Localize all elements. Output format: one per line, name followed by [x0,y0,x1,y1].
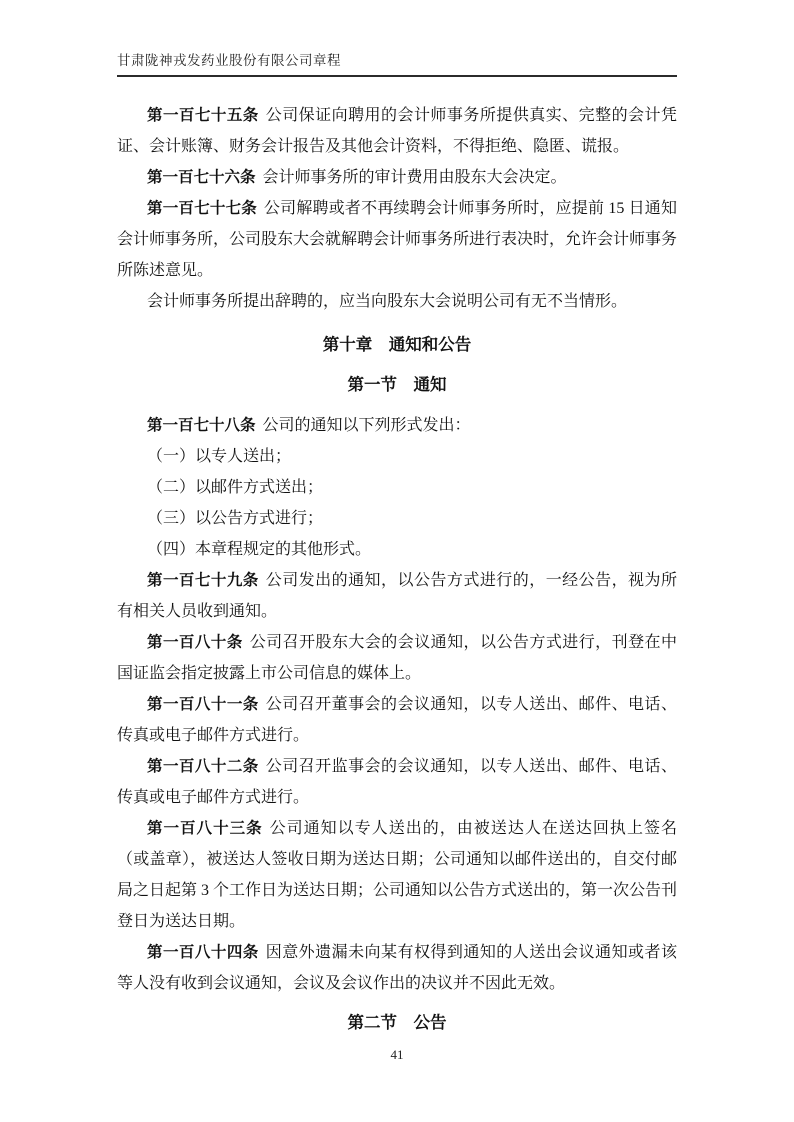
paragraph-text: 公司通知以专人送出的，由被送达人在送达回执上签名（或盖章），被送达人签收日期为送达日期；公司通知以邮件送出的，自交付邮局之日起第 3 个工作日为送达日期；公司通知以公告方式送出的，第一次公告刊登日为送达日期。 [117,820,678,930]
paragraph-text: 公司召开监事会的会议通知，以专人送出、邮件、电话、传真或电子邮件方式进行。 [117,758,677,806]
list-item [117,472,677,503]
heading-text: 第十章 通知和公告 [322,336,472,354]
article-paragraph [117,193,677,286]
paragraph-text: 会计师事务所的审计费用由股东大会决定。 [262,169,567,186]
paragraph-text: （三）以公告方式进行； [147,510,324,527]
paragraph-text: 公司解聘或者不再续聘会计师事务所时，应提前 15 日通知会计师事务所，公司股东大会就解聘会计师事务所进行表决时，允许会计师事务所陈述意见。 [117,200,678,279]
article-number: 第一百八十三条 [147,820,263,837]
article-number: 第一百八十一条 [147,696,259,713]
article-paragraph [117,937,677,999]
article-number: 第一百七十九条 [147,572,259,589]
heading-text: 第二节 公告 [347,1014,447,1032]
paragraph-text: 会计师事务所提出辞聘的，应当向股东大会说明公司有无不当情形。 [147,293,628,310]
article-paragraph [117,689,677,751]
document-body [117,100,677,1039]
list-item [117,441,677,472]
paragraph-text: （一）以专人送出； [147,448,292,465]
paragraph-text: 公司发出的通知，以公告方式进行的，一经公告，视为所有相关人员收到通知。 [117,572,677,620]
paragraph-text: （二）以邮件方式送出； [147,479,324,496]
page-footer [0,1046,794,1064]
paragraph-text: （四）本章程规定的其他形式。 [147,541,372,558]
page-number: 41 [390,1047,404,1062]
section-heading [117,370,677,401]
list-item [117,503,677,534]
article-paragraph [117,565,677,627]
plain-paragraph [117,286,677,317]
article-number: 第一百七十八条 [147,417,256,434]
list-item [117,534,677,565]
article-paragraph [117,162,677,193]
section-heading [117,1008,677,1039]
article-number: 第一百八十二条 [147,758,259,775]
page-header [117,52,677,77]
header-title: 甘肃陇神戎发药业股份有限公司章程 [117,53,341,68]
paragraph-text: 公司召开股东大会的会议通知，以公告方式进行，刊登在中国证监会指定披露上市公司信息的媒体上。 [117,634,677,682]
article-paragraph [117,410,677,441]
article-number: 第一百七十六条 [147,169,256,186]
article-paragraph [117,751,677,813]
paragraph-text: 公司的通知以下列形式发出： [262,417,471,434]
paragraph-text: 公司保证向聘用的会计师事务所提供真实、完整的会计凭证、会计账簿、财务会计报告及其他会计资料，不得拒绝、隐匿、谎报。 [117,107,677,155]
article-paragraph [117,627,677,689]
article-paragraph [117,813,677,937]
paragraph-text: 公司召开董事会的会议通知，以专人送出、邮件、电话、传真或电子邮件方式进行。 [117,696,677,744]
paragraph-text: 因意外遗漏未向某有权得到通知的人送出会议通知或者该等人没有收到会议通知，会议及会议作出的决议并不因此无效。 [117,944,677,992]
chapter-heading [117,330,677,361]
heading-text: 第一节 通知 [347,376,447,394]
article-number: 第一百七十五条 [147,107,259,124]
article-number: 第一百七十七条 [147,200,257,217]
article-number: 第一百八十条 [147,634,243,651]
article-number: 第一百八十四条 [147,944,259,961]
article-paragraph [117,100,677,162]
